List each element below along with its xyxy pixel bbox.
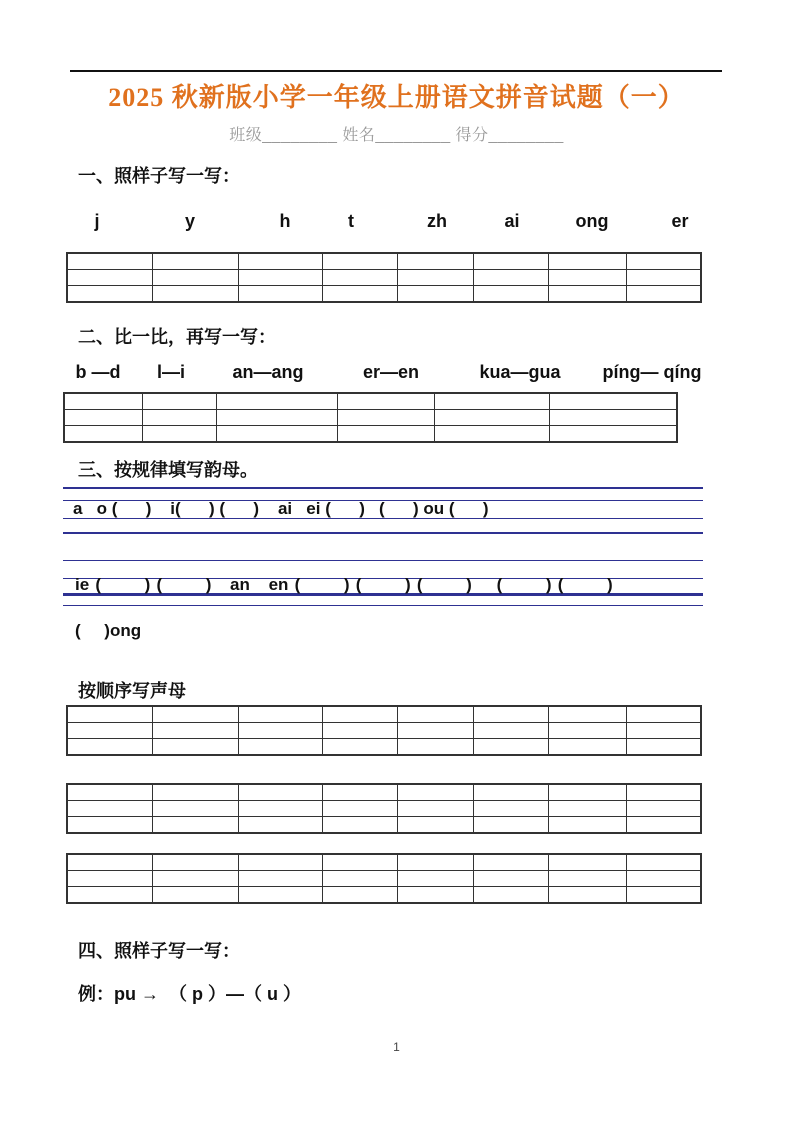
answer-cell <box>238 253 322 270</box>
answer-cell <box>322 887 397 904</box>
header-rule <box>70 70 722 72</box>
table-row <box>67 817 701 834</box>
grid1-line4 <box>63 532 703 535</box>
pinyin-four-line-grid-2 <box>63 560 723 610</box>
pinyin-four-line-grid-1 <box>63 487 723 537</box>
answer-cell <box>152 270 238 286</box>
table-row <box>64 426 677 443</box>
answer-cell <box>67 854 152 871</box>
pair-er-en: er—en <box>362 362 420 382</box>
letter-er: er <box>671 211 689 231</box>
answer-cell <box>626 286 701 303</box>
answer-cell <box>238 854 322 871</box>
initials-answer-table-1 <box>66 705 702 756</box>
answer-cell <box>397 270 473 286</box>
answer-cell <box>397 784 473 801</box>
answer-cell <box>152 706 238 723</box>
answer-cell <box>548 887 626 904</box>
table-row <box>64 393 677 410</box>
answer-cell <box>216 410 337 426</box>
answer-cell <box>626 706 701 723</box>
answer-cell <box>238 871 322 887</box>
answer-cell <box>337 426 434 443</box>
answer-cell <box>473 270 548 286</box>
pair-kua-gua: kua—gua <box>479 362 561 382</box>
answer-cell <box>238 817 322 834</box>
table-row <box>67 723 701 739</box>
answer-cell <box>67 817 152 834</box>
answer-cell <box>337 393 434 410</box>
letter-ai: ai <box>504 211 520 231</box>
answer-cell <box>397 854 473 871</box>
section2-answer-table <box>63 392 678 443</box>
answer-cell <box>152 801 238 817</box>
answer-cell <box>152 871 238 887</box>
answer-cell <box>397 253 473 270</box>
answer-cell <box>549 410 677 426</box>
answer-cell <box>548 739 626 756</box>
answer-cell <box>473 887 548 904</box>
pair-l-i: l—i <box>156 362 186 382</box>
answer-cell <box>152 887 238 904</box>
table-row <box>67 887 701 904</box>
initials-answer-table-2 <box>66 783 702 834</box>
answer-cell <box>548 784 626 801</box>
letter-t: t <box>348 211 354 231</box>
answer-cell <box>548 817 626 834</box>
answer-cell <box>548 253 626 270</box>
answer-cell <box>67 706 152 723</box>
letter-h: h <box>279 211 291 231</box>
answer-cell <box>397 817 473 834</box>
answer-cell <box>626 817 701 834</box>
answer-cell <box>67 801 152 817</box>
answer-cell <box>322 817 397 834</box>
answer-cell <box>549 426 677 443</box>
answer-cell <box>238 286 322 303</box>
grid1-line3 <box>63 518 703 519</box>
answer-cell <box>626 887 701 904</box>
initials-answer-table-3 <box>66 853 702 904</box>
answer-cell <box>626 253 701 270</box>
answer-cell <box>322 739 397 756</box>
answer-cell <box>216 426 337 443</box>
answer-cell <box>322 270 397 286</box>
table-row <box>67 253 701 270</box>
section1-answer-table <box>66 252 702 303</box>
letter-ong: ong <box>575 211 609 231</box>
answer-cell <box>626 854 701 871</box>
student-info-line: 班级________ 姓名________ 得分________ <box>229 127 564 144</box>
answer-cell <box>626 723 701 739</box>
letter-y: y <box>184 211 196 231</box>
table-row <box>67 871 701 887</box>
table-row <box>67 286 701 303</box>
answer-cell <box>152 739 238 756</box>
grid2-line4 <box>63 605 703 606</box>
answer-cell <box>322 801 397 817</box>
answer-cell <box>473 854 548 871</box>
answer-cell <box>397 739 473 756</box>
answer-cell <box>397 723 473 739</box>
section4-heading: 四、照样子写一写： <box>78 941 240 961</box>
answer-cell <box>238 706 322 723</box>
answer-cell <box>152 784 238 801</box>
answer-cell <box>67 286 152 303</box>
letter-zh: zh <box>427 211 447 231</box>
answer-cell <box>548 801 626 817</box>
answer-cell <box>142 410 216 426</box>
answer-cell <box>322 253 397 270</box>
pair-an-ang: an—ang <box>232 362 304 382</box>
section3-heading: 三、按规律填写韵母。 <box>78 460 258 480</box>
answer-cell <box>473 286 548 303</box>
answer-cell <box>397 887 473 904</box>
answer-cell <box>152 253 238 270</box>
answer-cell <box>473 253 548 270</box>
answer-cell <box>64 426 142 443</box>
table-row <box>67 801 701 817</box>
table-row <box>67 784 701 801</box>
answer-cell <box>67 887 152 904</box>
answer-cell <box>67 723 152 739</box>
answer-cell <box>473 801 548 817</box>
page-number: 1 <box>393 1040 400 1054</box>
answer-cell <box>473 706 548 723</box>
answer-cell <box>337 410 434 426</box>
initials-subheading: 按顺序写声母 <box>78 681 186 701</box>
answer-cell <box>548 270 626 286</box>
answer-cell <box>322 723 397 739</box>
answer-cell <box>434 410 549 426</box>
table-row <box>67 739 701 756</box>
answer-cell <box>473 784 548 801</box>
grid1-text: a o ( ) i( ) ( ) ai ei ( ) ( ) ou ( ) <box>73 499 489 518</box>
section4-example: 例：pu → （ p ）—（ u ） <box>78 984 301 1004</box>
answer-cell <box>626 270 701 286</box>
answer-cell <box>434 426 549 443</box>
answer-cell <box>238 887 322 904</box>
answer-cell <box>152 817 238 834</box>
answer-cell <box>238 784 322 801</box>
answer-cell <box>473 817 548 834</box>
answer-cell <box>238 270 322 286</box>
section1-heading: 一、照样子写一写： <box>78 166 240 186</box>
answer-cell <box>238 801 322 817</box>
answer-cell <box>626 801 701 817</box>
answer-cell <box>64 410 142 426</box>
answer-cell <box>322 784 397 801</box>
answer-cell <box>322 871 397 887</box>
answer-cell <box>64 393 142 410</box>
answer-cell <box>152 723 238 739</box>
answer-cell <box>238 739 322 756</box>
answer-cell <box>473 723 548 739</box>
answer-cell <box>626 784 701 801</box>
answer-cell <box>548 854 626 871</box>
pair-ping-qing: píng— qíng <box>602 362 702 382</box>
answer-cell <box>549 393 677 410</box>
answer-cell <box>322 854 397 871</box>
answer-cell <box>238 723 322 739</box>
section2-pairs-row <box>0 362 793 386</box>
answer-cell <box>548 706 626 723</box>
answer-cell <box>434 393 549 410</box>
answer-cell <box>152 854 238 871</box>
answer-cell <box>626 739 701 756</box>
answer-cell <box>322 706 397 723</box>
answer-cell <box>397 286 473 303</box>
answer-cell <box>152 286 238 303</box>
answer-cell <box>397 801 473 817</box>
table-row <box>67 270 701 286</box>
answer-cell <box>473 739 548 756</box>
grid2-text: ie ( ) ( ) an en ( ) ( ) ( ) ( ) ( ) <box>75 575 613 594</box>
answer-cell <box>322 286 397 303</box>
answer-cell <box>397 706 473 723</box>
table-row <box>64 410 677 426</box>
answer-cell <box>473 871 548 887</box>
ong-blank-line: ( )ong <box>75 621 142 640</box>
grid2-line1 <box>63 560 703 561</box>
answer-cell <box>67 784 152 801</box>
grid1-line1 <box>63 487 703 489</box>
answer-cell <box>548 871 626 887</box>
answer-cell <box>548 723 626 739</box>
answer-cell <box>548 286 626 303</box>
answer-cell <box>626 871 701 887</box>
table-row <box>67 854 701 871</box>
pair-b-d: b —d <box>75 362 121 382</box>
table-row <box>67 706 701 723</box>
answer-cell <box>397 871 473 887</box>
answer-cell <box>216 393 337 410</box>
letter-j: j <box>94 211 100 231</box>
answer-cell <box>67 270 152 286</box>
section1-letters-row <box>0 211 793 235</box>
answer-cell <box>67 871 152 887</box>
section2-heading: 二、比一比，再写一写： <box>78 327 276 347</box>
page-title: 2025 秋新版小学一年级上册语文拼音试题（一） <box>108 83 685 112</box>
answer-cell <box>67 253 152 270</box>
answer-cell <box>142 393 216 410</box>
answer-cell <box>142 426 216 443</box>
answer-cell <box>67 739 152 756</box>
